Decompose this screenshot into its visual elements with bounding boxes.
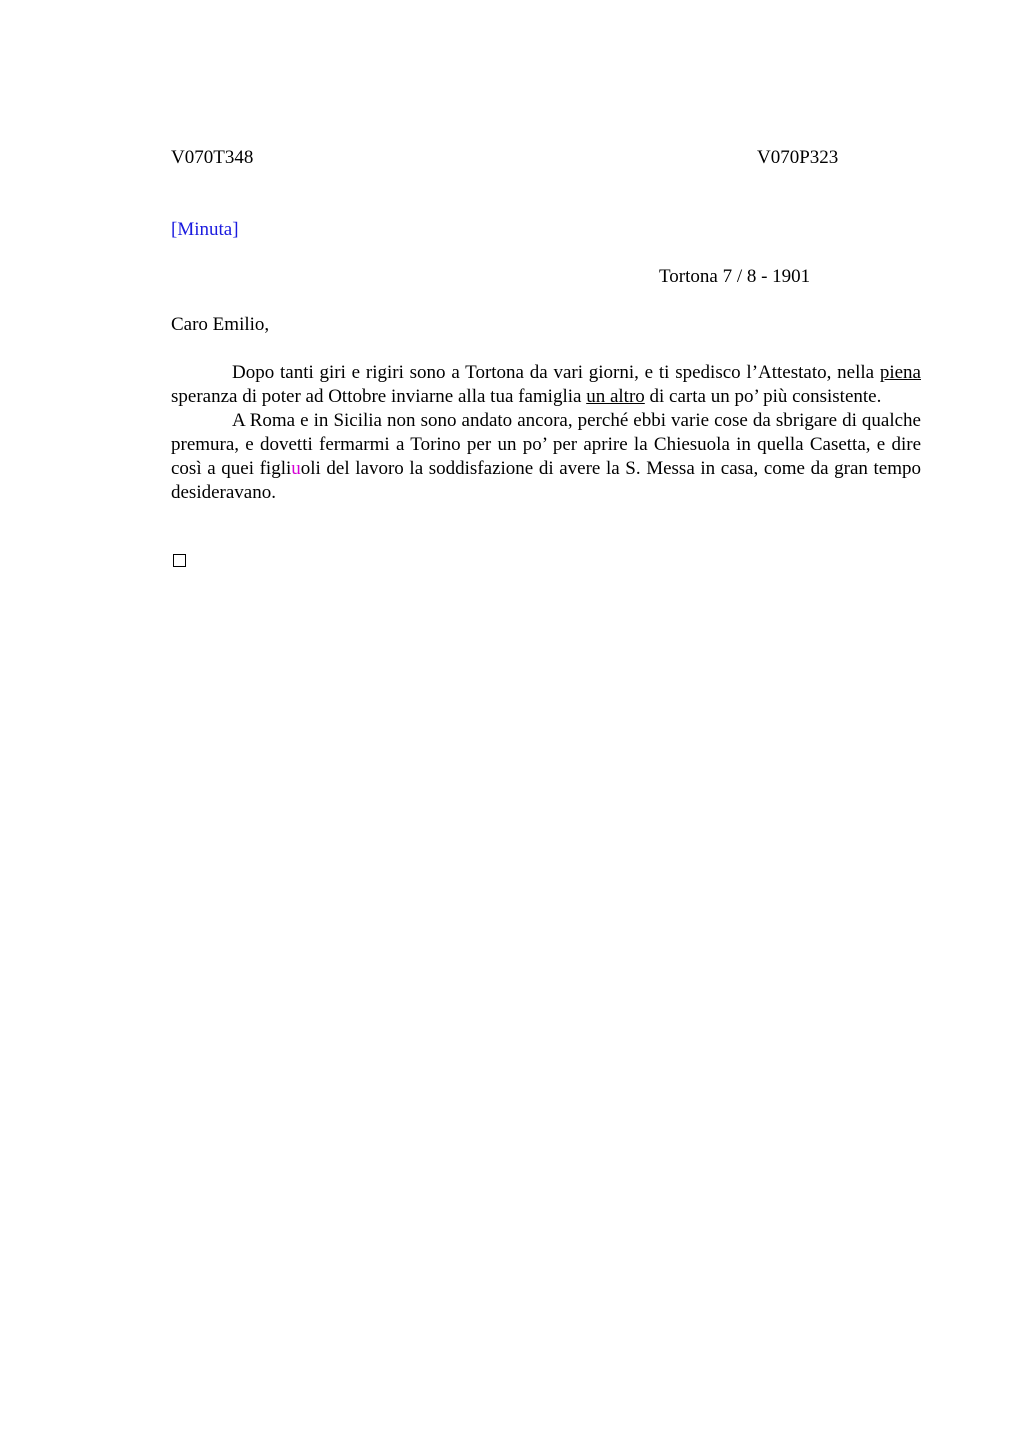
highlighted-letter: u (291, 458, 301, 479)
underlined-un-altro: un altro (586, 386, 645, 407)
letter-date: Tortona 7 / 8 - 1901 (659, 266, 811, 287)
checkbox-icon (173, 554, 186, 567)
document-code-right: V070P323 (757, 147, 839, 168)
paragraph-1-text-c: di carta un po’ più consistente. (644, 386, 882, 407)
salutation: Caro Emilio, (171, 314, 270, 335)
letter-body (171, 361, 921, 505)
paragraph-2-text-b: oli del lavoro la soddisfazione di avere la S. Messa in casa, come da gran tempo desideravano. (171, 458, 921, 503)
paragraph-2 (171, 409, 921, 505)
paragraph-2-text-a: A Roma e in Sicilia non sono andato ancora, perché ebbi varie cose da sbrigare di qualche premura, e dovetti fermarmi a Torino per un po’ per aprire la Chiesuola in quella Casetta, e dire così a quei figli (171, 410, 921, 479)
paragraph-1-text-a: Dopo tanti giri e rigiri sono a Tortona da vari giorni, e ti spedisco l’Attestato, nella (232, 362, 880, 383)
minuta-tag: [Minuta] (171, 219, 239, 240)
underlined-piena: piena (879, 362, 921, 383)
document-code-left: V070T348 (171, 147, 254, 168)
paragraph-1 (171, 361, 921, 409)
paragraph-1-text-b: speranza di poter ad Ottobre inviarne alla tua famiglia (171, 386, 587, 407)
